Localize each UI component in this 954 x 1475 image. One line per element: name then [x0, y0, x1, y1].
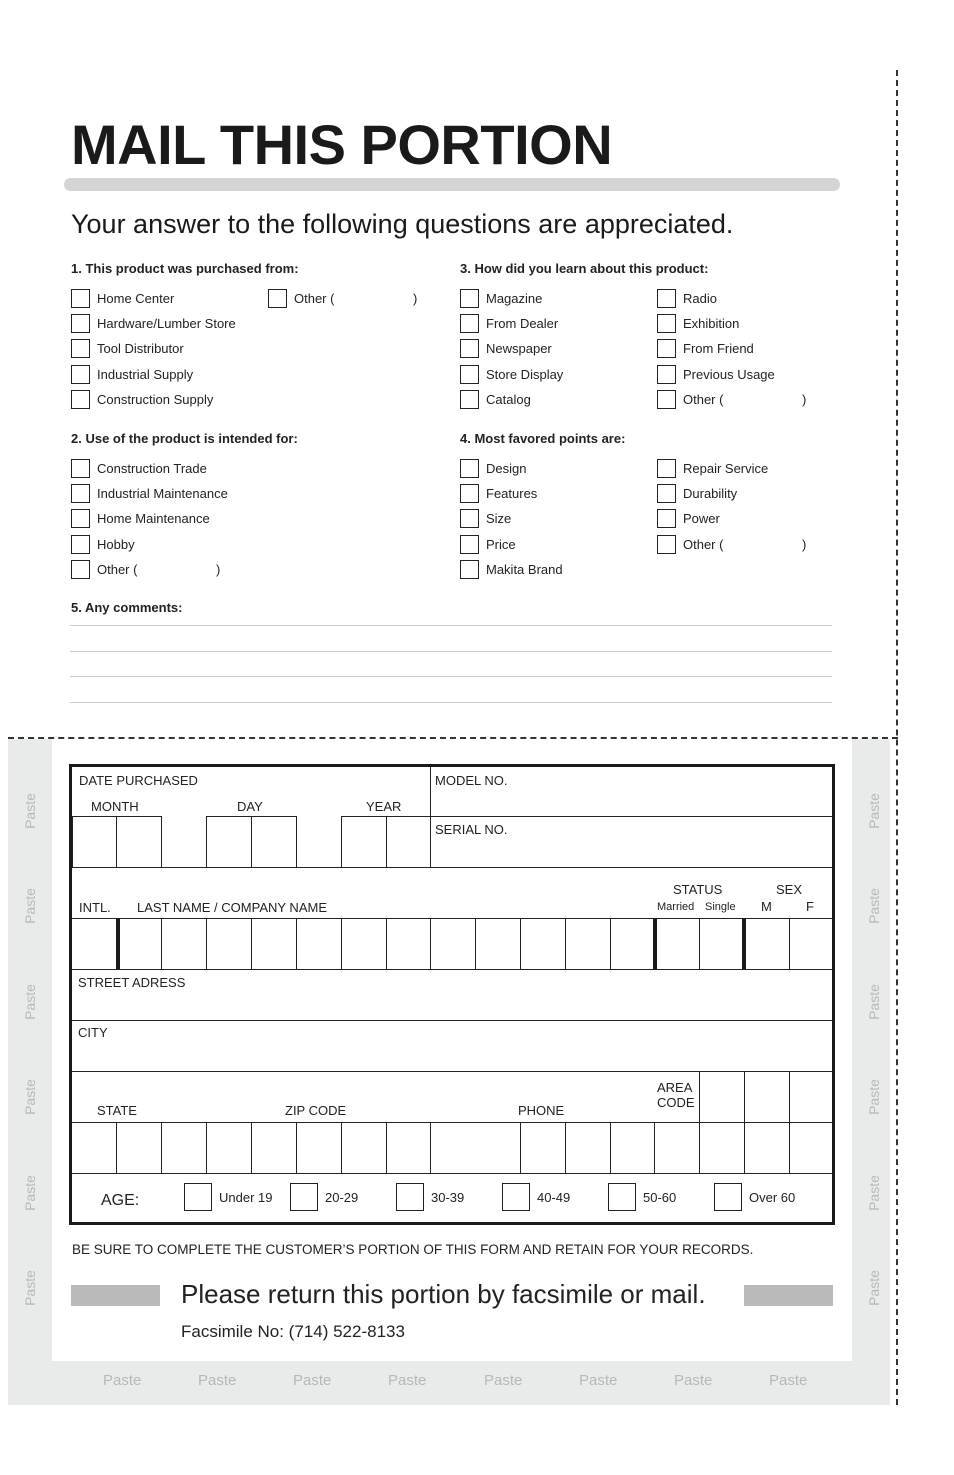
paste-label: Paste — [198, 1372, 237, 1389]
paste-label: Paste — [22, 984, 38, 1020]
comment-line[interactable] — [70, 676, 832, 677]
q3-other-close: ) — [802, 392, 807, 407]
q1-other-close: ) — [413, 291, 418, 306]
q3-title: 3. How did you learn about this product: — [460, 261, 709, 276]
checkbox[interactable] — [460, 289, 479, 308]
paste-label: Paste — [103, 1372, 142, 1389]
checkbox[interactable] — [460, 535, 479, 554]
checkbox[interactable] — [460, 509, 479, 528]
q2-title: 2. Use of the product is intended for: — [71, 431, 298, 446]
paste-label: Paste — [22, 888, 38, 924]
model-no-label: MODEL NO. — [435, 773, 508, 788]
age-option-label: 20-29 — [325, 1190, 359, 1205]
sex-label: SEX — [776, 882, 803, 897]
paste-label: Paste — [674, 1372, 713, 1389]
checkbox[interactable] — [71, 339, 90, 358]
age-checkbox[interactable] — [290, 1183, 318, 1211]
q4-other-close: ) — [802, 537, 807, 552]
checkbox[interactable] — [71, 484, 90, 503]
checkbox[interactable] — [71, 509, 90, 528]
q1-title: 1. This product was purchased from: — [71, 261, 299, 276]
age-checkbox[interactable] — [184, 1183, 212, 1211]
page-title: MAIL THIS PORTION — [71, 113, 613, 176]
paste-label: Paste — [866, 888, 882, 924]
date-purchased-label: DATE PURCHASED — [79, 773, 198, 788]
checkbox[interactable] — [268, 289, 287, 308]
paste-label: Paste — [22, 793, 38, 829]
paste-label: Paste — [866, 1079, 882, 1115]
checkbox[interactable] — [657, 459, 676, 478]
status-label: STATUS — [673, 882, 723, 897]
return-instruction: Please return this portion by facsimile or mail. — [181, 1279, 706, 1309]
serial-no-label: SERIAL NO. — [435, 822, 508, 837]
survey-intro: Your answer to the following questions are appreciated. — [71, 209, 734, 239]
age-option-label: Under 19 — [219, 1190, 273, 1205]
married-label: Married — [657, 901, 695, 913]
paste-label: Paste — [22, 1079, 38, 1115]
state-label: STATE — [97, 1103, 137, 1118]
male-label: M — [761, 899, 772, 914]
city-label: CITY — [78, 1025, 108, 1040]
checkbox[interactable] — [71, 535, 90, 554]
age-label: AGE: — [101, 1192, 140, 1209]
paste-label: Paste — [579, 1372, 618, 1389]
decorative-bar — [71, 1285, 160, 1306]
checkbox[interactable] — [71, 365, 90, 384]
age-option-label: 30-39 — [431, 1190, 465, 1205]
paste-label: Paste — [866, 984, 882, 1020]
checkbox[interactable] — [71, 289, 90, 308]
female-label: F — [806, 899, 814, 914]
age-checkbox[interactable] — [714, 1183, 742, 1211]
paste-label: Paste — [484, 1372, 523, 1389]
age-checkbox[interactable] — [502, 1183, 530, 1211]
comment-line[interactable] — [70, 651, 832, 652]
checkbox[interactable] — [460, 339, 479, 358]
age-checkbox[interactable] — [396, 1183, 424, 1211]
last-name-label: LAST NAME / COMPANY NAME — [137, 900, 327, 915]
checkbox[interactable] — [460, 365, 479, 384]
paste-label: Paste — [866, 1175, 882, 1211]
retain-records-note: BE SURE TO COMPLETE THE CUSTOMER’S PORTION OF THIS FORM AND RETAIN FOR YOUR RECORDS. — [72, 1242, 754, 1257]
checkbox[interactable] — [71, 390, 90, 409]
checkbox[interactable] — [71, 560, 90, 579]
paste-label: Paste — [293, 1372, 332, 1389]
single-label: Single — [705, 901, 736, 913]
paste-label: Paste — [22, 1270, 38, 1306]
checkbox[interactable] — [460, 314, 479, 333]
registration-form — [69, 764, 835, 1225]
paste-label: Paste — [866, 793, 882, 829]
age-option-label: Over 60 — [749, 1190, 796, 1205]
area-code-label: AREA — [657, 1080, 693, 1095]
title-underline-bar — [64, 178, 840, 191]
checkbox[interactable] — [657, 314, 676, 333]
paste-label: Paste — [769, 1372, 808, 1389]
age-checkbox[interactable] — [608, 1183, 636, 1211]
area-code-label: CODE — [657, 1095, 695, 1110]
street-address-label: STREET ADRESS — [78, 975, 186, 990]
day-label: DAY — [237, 799, 263, 814]
age-option-label: 40-49 — [537, 1190, 571, 1205]
checkbox[interactable] — [460, 484, 479, 503]
horizontal-cut-line — [8, 737, 898, 739]
checkbox[interactable] — [657, 339, 676, 358]
comment-line[interactable] — [70, 625, 832, 626]
paste-label: Paste — [388, 1372, 427, 1389]
year-label: YEAR — [366, 799, 402, 814]
phone-label: PHONE — [518, 1103, 565, 1118]
checkbox[interactable] — [657, 509, 676, 528]
checkbox[interactable] — [460, 459, 479, 478]
checkbox[interactable] — [657, 289, 676, 308]
q4-title: 4. Most favored points are: — [460, 431, 626, 446]
checkbox[interactable] — [460, 560, 479, 579]
q5-title: 5. Any comments: — [71, 600, 183, 615]
fax-number: Facsimile No: (714) 522-8133 — [181, 1322, 405, 1341]
checkbox[interactable] — [657, 535, 676, 554]
checkbox[interactable] — [657, 390, 676, 409]
zip-code-label: ZIP CODE — [285, 1103, 347, 1118]
checkbox[interactable] — [460, 390, 479, 409]
checkbox[interactable] — [71, 314, 90, 333]
paste-label: Paste — [22, 1175, 38, 1211]
intl-label: INTL. — [79, 900, 111, 915]
paste-label: Paste — [866, 1270, 882, 1306]
comment-line[interactable] — [70, 702, 832, 703]
age-option-label: 50-60 — [643, 1190, 677, 1205]
decorative-bar — [744, 1285, 833, 1306]
checkbox[interactable] — [657, 484, 676, 503]
checkbox[interactable] — [657, 365, 676, 384]
checkbox[interactable] — [71, 459, 90, 478]
month-label: MONTH — [91, 799, 139, 814]
q2-other-close: ) — [216, 562, 221, 577]
